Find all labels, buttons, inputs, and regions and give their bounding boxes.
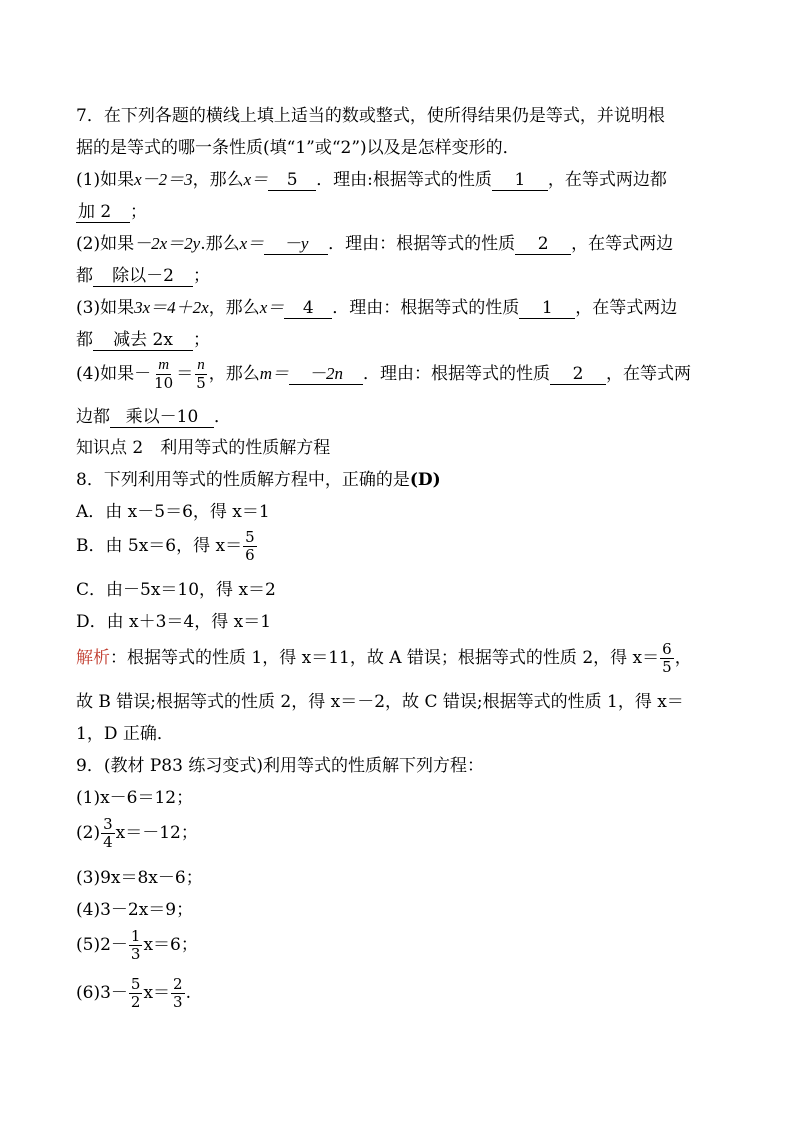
answer-blank: 5 xyxy=(268,170,316,191)
fraction xyxy=(129,976,143,1011)
text: 边都 xyxy=(76,407,110,427)
text: x＝ xyxy=(239,234,265,253)
numerator: 3 xyxy=(103,815,113,833)
q9-equation-5 xyxy=(76,925,198,965)
answer-blank: －y xyxy=(264,234,328,255)
part-label: (4)如果 xyxy=(76,364,135,384)
answer-blank: －2n xyxy=(289,364,363,385)
text: ，在等式两边 xyxy=(571,234,674,254)
q7-part3 xyxy=(76,296,677,320)
q7-part4-cont xyxy=(76,405,231,429)
text: x＝ xyxy=(243,170,269,189)
text: ．理由：根据等式的性质 xyxy=(363,364,551,384)
analysis-line1 xyxy=(76,638,692,678)
property-blank: 2 xyxy=(550,364,606,385)
text: x＝ xyxy=(143,983,171,1003)
analysis-line2: 故 B 错误;根据等式的性质 2，得 x＝－2，故 C 错误;根据等式的性质 1，得 x＝ xyxy=(76,692,684,712)
q9-stem: 9．(教材 P83 练习变式)利用等式的性质解下列方程： xyxy=(76,756,484,776)
text: ． xyxy=(214,407,231,427)
denominator: 4 xyxy=(103,833,113,851)
option-text: B．由 5x＝6，得 x＝ xyxy=(76,536,243,556)
numerator: 5 xyxy=(245,528,255,546)
q8-option-d: D．由 x＋3＝4，得 x＝1 xyxy=(76,612,272,632)
analysis-label: 解析 xyxy=(76,648,110,668)
text: ； xyxy=(193,266,210,286)
fraction xyxy=(171,976,185,1011)
q7-part1 xyxy=(76,168,667,192)
part-label: (2)如果 xyxy=(76,234,135,254)
analysis-line3: 1，D 正确． xyxy=(76,724,174,744)
property-blank: 1 xyxy=(492,170,548,191)
text: ．理由：根据等式的性质 xyxy=(328,234,516,254)
numerator: n xyxy=(197,357,205,373)
property-blank: 2 xyxy=(515,234,571,255)
q9-equation-4: (4)3－2x＝9； xyxy=(76,900,194,920)
q7-part4 xyxy=(76,354,691,394)
denominator: 5 xyxy=(196,374,206,392)
denominator: 10 xyxy=(154,374,174,392)
q7-part2-cont xyxy=(76,264,210,288)
numerator: m xyxy=(158,357,170,373)
denominator: 5 xyxy=(662,658,672,676)
fraction xyxy=(129,928,143,963)
numerator: 5 xyxy=(130,975,141,993)
numerator: 6 xyxy=(662,640,672,658)
q8-option-b xyxy=(76,526,258,566)
denominator: 3 xyxy=(130,945,141,963)
question-text: 8．下列利用等式的性质解方程中，正确的是 xyxy=(76,470,410,490)
equation: x－2＝3 xyxy=(134,170,193,189)
text: ．理由:根据等式的性质 xyxy=(316,170,492,190)
operation-blank: 减去 2x xyxy=(93,330,193,351)
fraction xyxy=(101,816,115,851)
operation-blank: 除以－2 xyxy=(93,266,193,287)
equation: －2x＝2y xyxy=(134,234,201,253)
text: ，在等式两边都 xyxy=(547,170,667,190)
text: ，在等式两边 xyxy=(575,298,678,318)
answer-blank: 4 xyxy=(284,298,332,319)
analysis-text: ：根据等式的性质 1，得 x＝11，故 A 错误；根据等式的性质 2，得 x＝ xyxy=(110,648,660,668)
part-label: (3)如果 xyxy=(76,298,135,318)
numerator: 2 xyxy=(173,975,183,993)
text: x＝ xyxy=(259,298,285,317)
text: ，那么 xyxy=(208,298,260,318)
q9-equation-1: (1)x－6＝12； xyxy=(76,788,194,808)
q7-part1-cont xyxy=(76,200,147,224)
operation-blank: 加 2 xyxy=(76,202,130,223)
text: ＝ xyxy=(176,364,194,384)
text: 都 xyxy=(76,330,93,350)
text: ，那么 xyxy=(192,170,244,190)
property-blank: 1 xyxy=(519,298,575,319)
part-label: (1)如果 xyxy=(76,170,135,190)
fraction xyxy=(243,529,257,564)
fraction-m-over-10 xyxy=(152,357,175,392)
text: .那么 xyxy=(200,234,240,254)
q8-option-c: C．由－5x＝10，得 x＝2 xyxy=(76,580,276,600)
q9-equation-6 xyxy=(76,973,191,1013)
text: . xyxy=(185,983,191,1003)
q7-part2 xyxy=(76,232,673,256)
text: － xyxy=(134,364,152,384)
q7-line1: 7．在下列各题的横线上填上适当的数或整式，使所得结果仍是等式，并说明根 xyxy=(76,106,665,126)
operation-blank: 乘以－10 xyxy=(110,407,214,428)
text: (6)3－ xyxy=(76,983,128,1003)
q8-option-a: A．由 x－5＝6，得 x＝1 xyxy=(76,502,270,522)
fraction xyxy=(660,641,674,676)
text: (5)2－ xyxy=(76,935,128,955)
q7-part3-cont xyxy=(76,328,210,352)
text: x＝6； xyxy=(143,935,198,955)
q8-stem xyxy=(76,468,441,492)
q9-equation-3: (3)9x＝8x－6； xyxy=(76,868,203,888)
denominator: 2 xyxy=(130,993,141,1011)
text: 都 xyxy=(76,266,93,286)
text: ，在等式两 xyxy=(606,364,692,384)
text: ； xyxy=(193,330,210,350)
text: ，那么 xyxy=(208,364,260,384)
denominator: 6 xyxy=(245,546,255,564)
equation: 3x＝4＋2x xyxy=(134,298,209,317)
section-title: 知识点 2 利用等式的性质解方程 xyxy=(76,438,331,458)
text: (2) xyxy=(76,823,101,843)
text: ．理由：根据等式的性质 xyxy=(332,298,520,318)
text: ； xyxy=(130,202,147,222)
text: m＝ xyxy=(259,364,290,383)
text: x＝－12； xyxy=(115,823,198,843)
text: ， xyxy=(674,648,692,668)
denominator: 3 xyxy=(173,993,183,1011)
numerator: 1 xyxy=(130,927,141,945)
answer-label: (D) xyxy=(409,470,441,490)
q7-line2: 据的是等式的哪一条性质(填“1”或“2”)以及是怎样变形的． xyxy=(76,138,520,158)
fraction-n-over-5 xyxy=(194,357,208,392)
q9-equation-2 xyxy=(76,813,198,853)
